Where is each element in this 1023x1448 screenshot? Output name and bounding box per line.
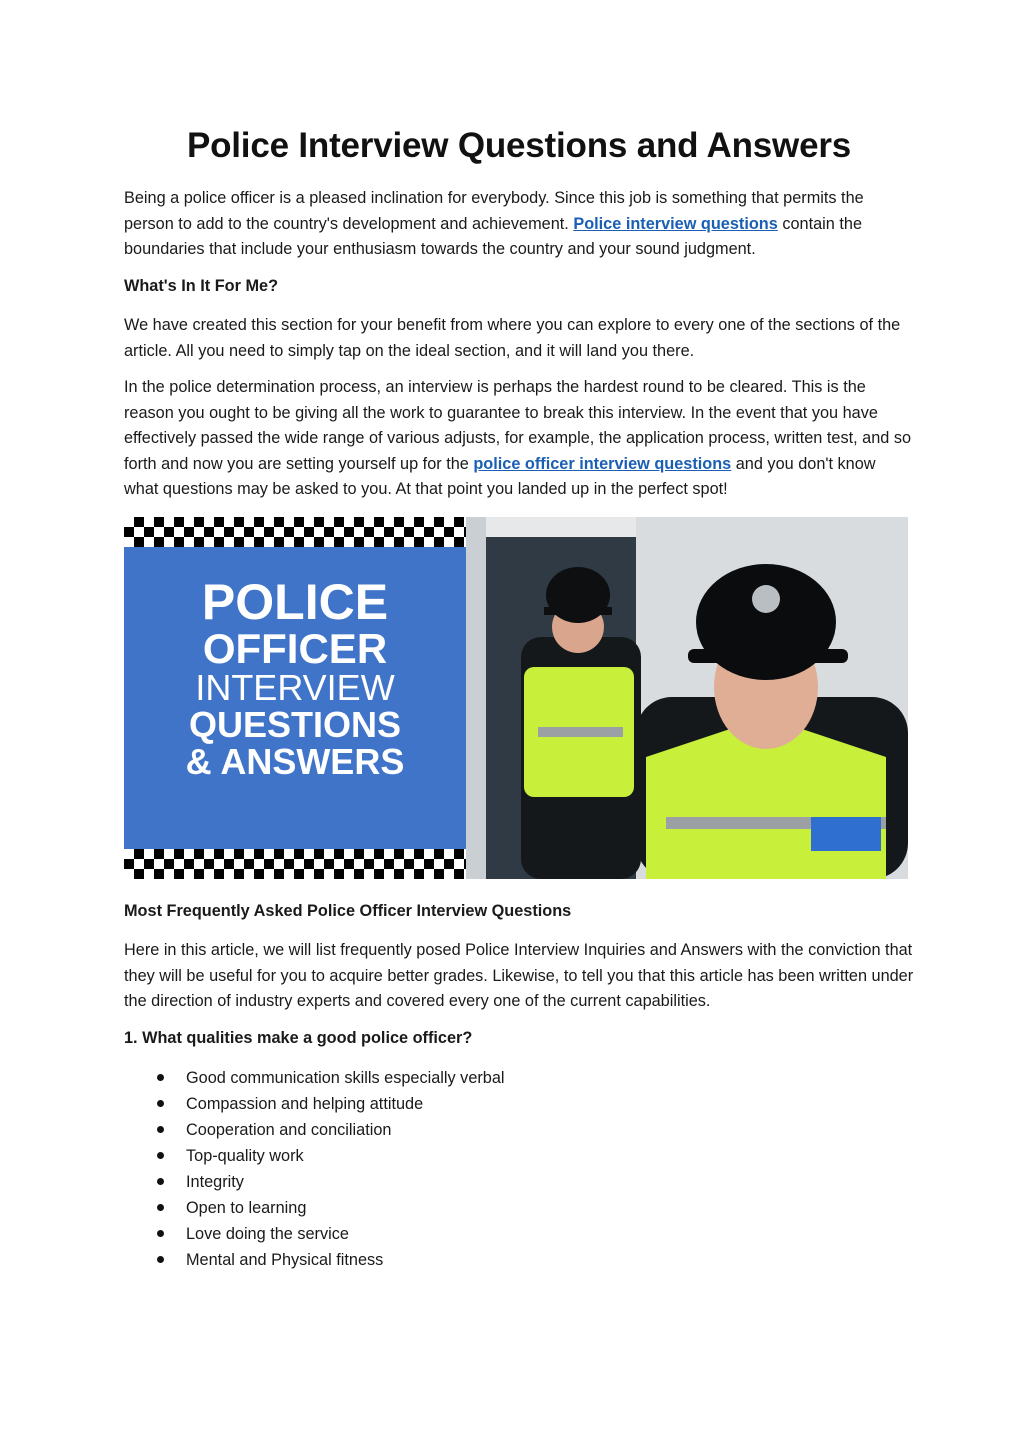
list-item: Top-quality work	[124, 1143, 914, 1169]
poster-line-officer: OFFICER	[202, 624, 388, 672]
poster-panel	[124, 517, 466, 879]
poster-line-police: POLICE	[201, 573, 389, 630]
poster-line-questions: QUESTIONS	[188, 704, 402, 746]
checker-border-bottom	[124, 849, 466, 879]
officer-front-helmet-rim	[688, 649, 848, 663]
section-heading-most-frequent: Most Frequently Asked Police Officer Interview Questions	[124, 901, 572, 920]
poster-line-answers: & ANSWERS	[185, 740, 405, 782]
intro-text-start: Being a police officer is a pleased inclination for everybody. Since this job is something that permits the person to add to the country's development and achievement.	[124, 189, 864, 233]
section-paragraph-benefit: We have created this section for your benefit from where you can explore to every one of the sections of the article. All you need to simply tap on the ideal section, and it will land you there.	[124, 316, 901, 360]
intro-paragraph	[124, 186, 914, 263]
officer-back-vest-stripe	[538, 727, 623, 737]
section-heading-whats-in-it: What's In It For Me?	[124, 276, 279, 295]
document-content	[124, 126, 914, 1273]
qualities-list	[124, 1065, 914, 1273]
process-paragraph	[124, 375, 914, 503]
list-item: Compassion and helping attitude	[124, 1091, 914, 1117]
question-1-heading: 1. What qualities make a good police officer?	[124, 1028, 473, 1047]
list-item: Open to learning	[124, 1195, 914, 1221]
process-text-end: and you don't know what questions may be asked to you. At that point you landed up in the perfect spot!	[124, 454, 876, 498]
intro-text-end: contain the boundaries that include your enthusiasm towards the country and your sound judgment.	[124, 214, 862, 258]
police-officer-interview-questions-link[interactable]: police officer interview questions	[473, 454, 732, 473]
list-item: Good communication skills especially verbal	[124, 1065, 914, 1091]
officer-front-badge	[811, 817, 881, 851]
list-item: Mental and Physical fitness	[124, 1247, 914, 1273]
list-item: Cooperation and conciliation	[124, 1117, 914, 1143]
list-item: Love doing the service	[124, 1221, 914, 1247]
section-paragraph-article: Here in this article, we will list frequently posed Police Interview Inquiries and Answers with the conviction that they will be useful for you to acquire better grades. Likewise, to tell you that this article has been written under the direction of industry experts and covered every one of the current capabilities.	[124, 941, 914, 1010]
poster-text	[124, 573, 466, 782]
process-text-start: In the police determination process, an interview is perhaps the hardest round to be cleared. This is the reason you ought to be giving all the work to guarantee to break this interview. In the event that you have effectively passed the wide range of various adjusts, for example, the application process, written test, and so forth and now you are setting yourself up for the	[124, 378, 912, 473]
photo-door-frame	[466, 517, 486, 879]
hero-image	[124, 517, 908, 879]
police-interview-questions-link[interactable]: Police interview questions	[573, 214, 778, 233]
officer-back-helmet-rim	[544, 607, 612, 615]
page-title: Police Interview Questions and Answers	[186, 126, 852, 165]
officer-front-helmet-badge	[752, 585, 780, 613]
list-item: Integrity	[124, 1169, 914, 1195]
poster-line-interview: INTERVIEW	[195, 667, 395, 709]
checker-border-top	[124, 517, 466, 547]
police-officers-photo	[466, 517, 908, 879]
